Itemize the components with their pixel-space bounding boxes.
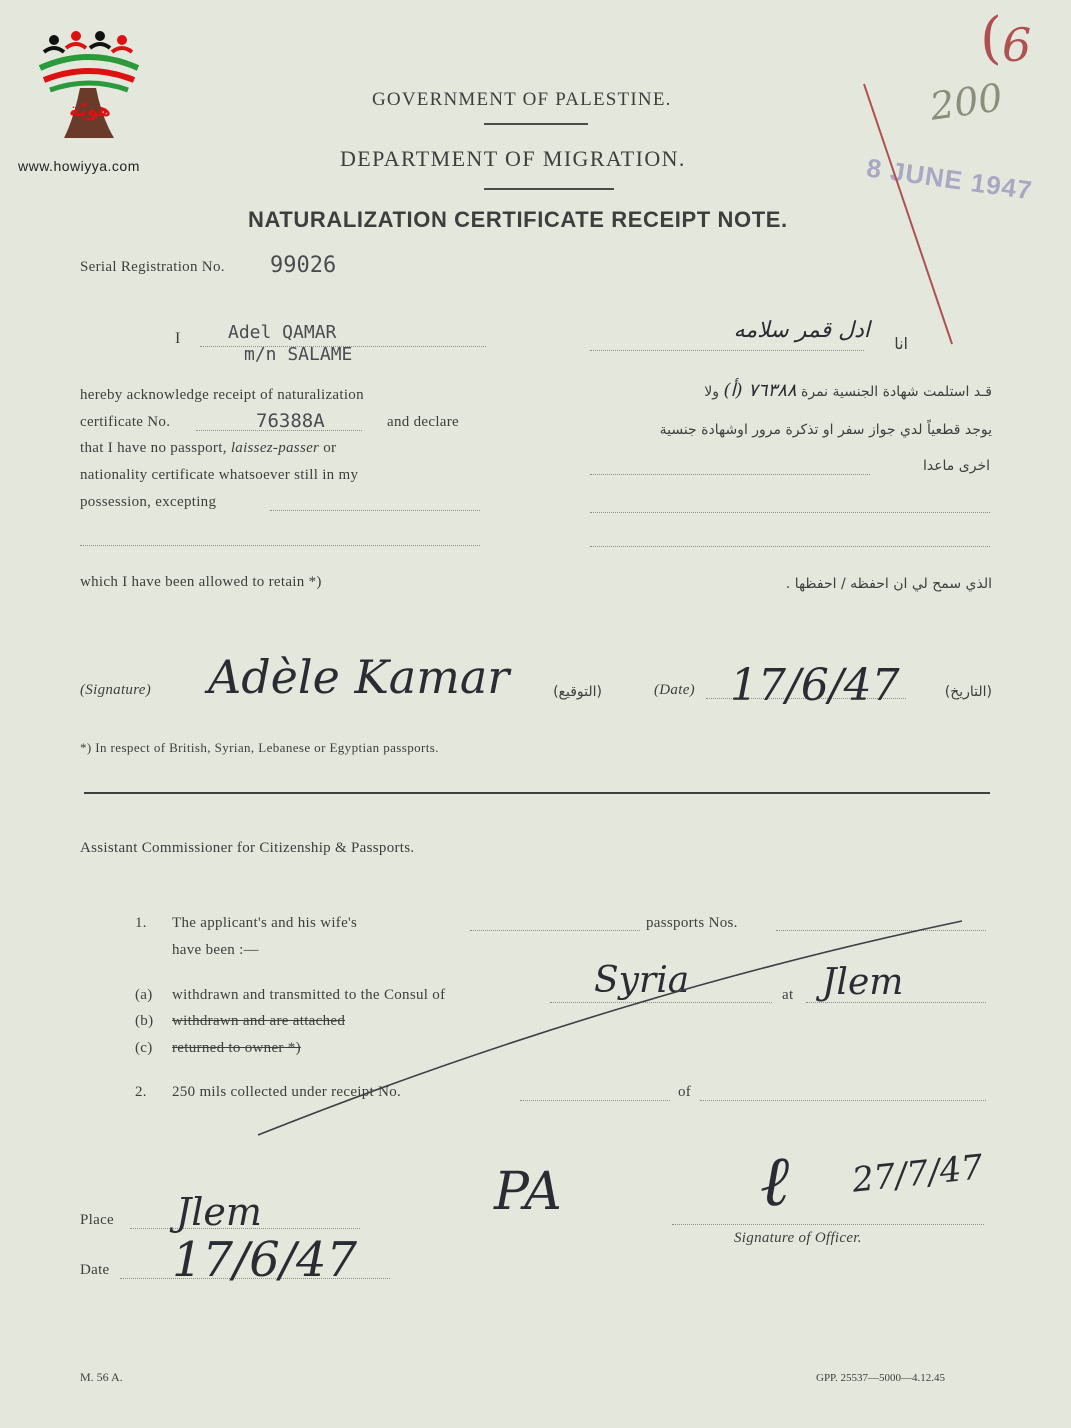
arabic-name: ادل قمر سلامه	[733, 318, 870, 343]
department-heading: DEPARTMENT OF MIGRATION.	[340, 146, 686, 171]
english-line-3a: that I have no passport,	[80, 440, 227, 456]
english-retain: which I have been allowed to retain *)	[80, 574, 322, 590]
corner-paren: (	[980, 6, 1002, 71]
corner-number: 6	[1002, 18, 1032, 72]
declarant-prefix: I	[175, 330, 181, 347]
assistant-commissioner: Assistant Commissioner for Citizenship & Passports.	[80, 840, 415, 856]
english-line-3	[80, 440, 336, 457]
item-a-label: (a)	[135, 987, 153, 1003]
arabic-retain: الذي سمح لي ان احفظه / احفظها .	[785, 576, 992, 592]
consul-value: Syria	[594, 960, 690, 1001]
declarant-maiden-name: m/n SALAME	[244, 344, 353, 365]
english-line-5: possession, excepting	[80, 494, 217, 510]
english-line-2a: certificate No.	[80, 414, 171, 430]
signature-label: (Signature)	[80, 682, 152, 698]
excepting-line-2	[80, 545, 480, 546]
arabic-line-1b: ولا	[704, 384, 719, 400]
cancel-stroke	[250, 915, 970, 1145]
government-heading: GOVERNMENT OF PALESTINE.	[372, 89, 672, 110]
arabic-line-2: يوجد قطعياً لدي جواز سفر او تذكرة مرور اوشهادة جنسية	[659, 422, 992, 438]
arabic-line-1	[586, 380, 992, 401]
header-rule-1	[484, 123, 588, 125]
bottom-date-label: Date	[80, 1262, 110, 1278]
date-label: (Date)	[654, 682, 695, 698]
corner-stroke	[860, 80, 960, 350]
excepting-line	[270, 510, 480, 511]
officer-label: Signature of Officer.	[734, 1230, 862, 1246]
footnote: *) In respect of British, Syrian, Lebanese or Egyptian passports.	[80, 740, 439, 755]
certificate-number: 76388A	[256, 410, 325, 432]
arabic-name-line	[590, 350, 864, 351]
officer-line	[672, 1224, 984, 1225]
initials: PA	[494, 1162, 562, 1222]
item-c-label: (c)	[135, 1040, 153, 1056]
arabic-line-3: اخرى ماعدا	[922, 458, 990, 474]
english-line-3b: or	[323, 440, 337, 456]
item-a-text: withdrawn and transmitted to the Consul of	[172, 987, 446, 1003]
arabic-ana: انا	[894, 334, 908, 353]
watermark-url: www.howiyya.com	[18, 158, 140, 174]
arabic-excepting-line	[590, 474, 870, 475]
item-2-number: 2.	[135, 1084, 147, 1100]
serial-value: 99026	[270, 253, 337, 278]
arabic-line-1a: قـد استلمت شهادة الجنسية نمرة	[801, 384, 992, 400]
item-1-number: 1.	[135, 915, 147, 931]
english-line-4: nationality certificate whatsoever still in my	[80, 467, 359, 483]
declarant-name: Adel QAMAR	[228, 322, 337, 343]
english-line-2b: and declare	[387, 414, 460, 430]
item-1-have-been: have been :—	[172, 942, 259, 958]
howiyya-logo	[34, 28, 144, 158]
item-1-passports: passports Nos.	[646, 915, 738, 931]
arabic-cert-number: ٧٦٣٨٨ (أ)	[723, 380, 797, 401]
item-c-text: returned to owner *)	[172, 1040, 301, 1056]
serial-label: Serial Registration No.	[80, 259, 225, 275]
header-rule-2	[484, 188, 614, 190]
officer-signature-mark: ℓ	[760, 1140, 790, 1222]
form-code: M. 56 A.	[80, 1370, 123, 1384]
date-stamp: 8 JUNE 1947	[864, 152, 1035, 206]
section-divider	[84, 792, 990, 794]
bottom-date-value: 17/6/47	[172, 1232, 358, 1288]
place-value: Jlem	[176, 1190, 262, 1234]
logo-text: هويّة	[69, 100, 111, 121]
item-2-of: of	[678, 1084, 692, 1100]
date-label-arabic: (التاريخ)	[944, 684, 992, 700]
arabic-excepting-line-3	[590, 546, 990, 547]
document-title: NATURALIZATION CERTIFICATE RECEIPT NOTE.	[248, 207, 788, 232]
place-label: Place	[80, 1212, 114, 1228]
corner-handwritten: 200	[927, 75, 1006, 129]
item-b-label: (b)	[135, 1013, 154, 1029]
signature-label-arabic: (التوقيع)	[553, 684, 602, 700]
item-b-text: withdrawn and are attached	[172, 1013, 346, 1029]
applicant-date: 17/6/47	[730, 660, 900, 711]
item-1-text: The applicant's and his wife's	[172, 915, 358, 931]
item-2-text: 250 mils collected under receipt No.	[172, 1084, 402, 1100]
arabic-excepting-line-2	[590, 512, 990, 513]
applicant-signature: Adèle Kamar	[208, 650, 510, 704]
laissez-passer: laissez-passer	[230, 440, 320, 456]
officer-date: 27/7/47	[850, 1147, 985, 1201]
at-place-value: Jlem	[822, 962, 904, 1003]
item-a-at: at	[782, 987, 794, 1003]
english-line-1: hereby acknowledge receipt of naturalization	[80, 387, 364, 403]
printer-code: GPP. 25537—5000—4.12.45	[816, 1372, 945, 1384]
